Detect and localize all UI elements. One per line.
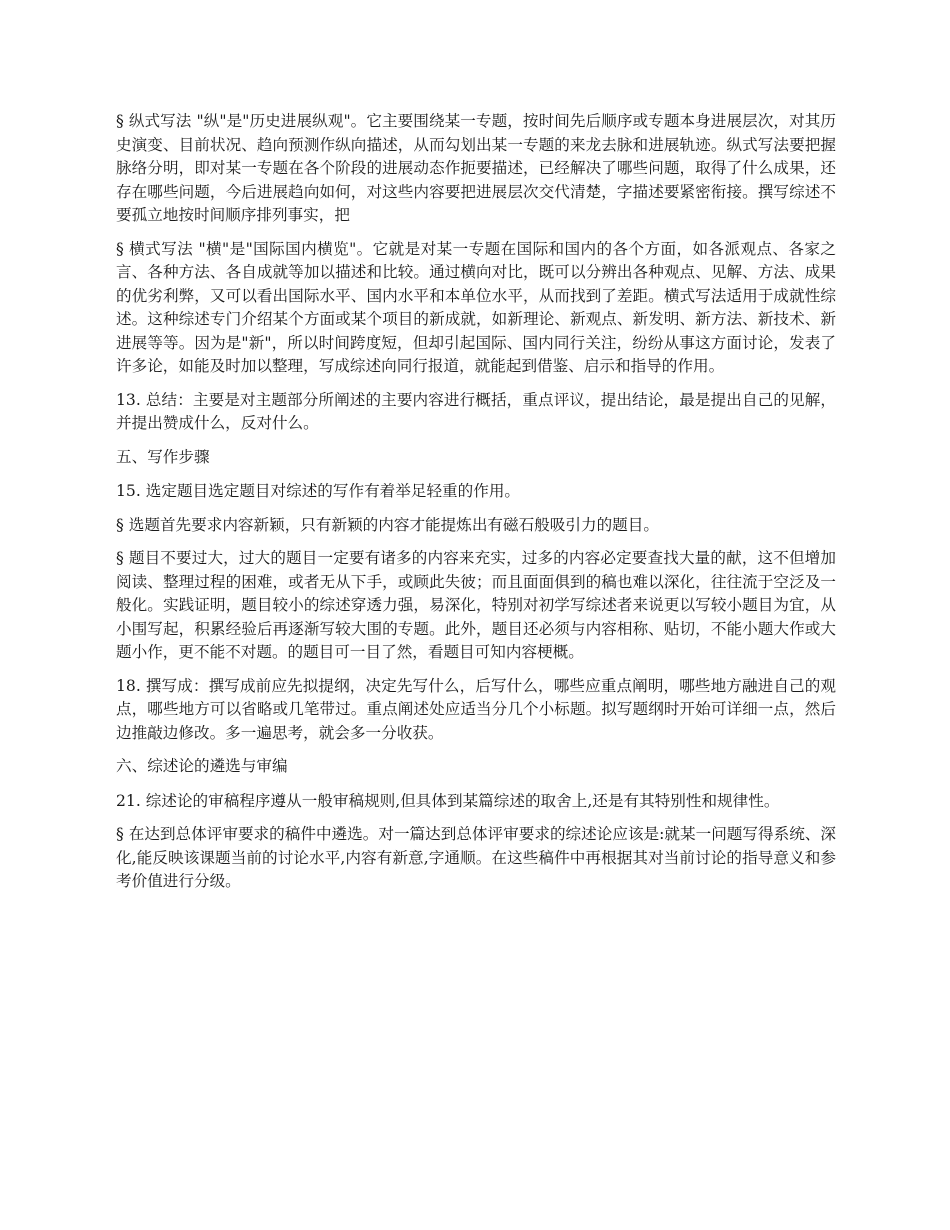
document-page <box>116 110 836 904</box>
section-heading-writing-steps: 五、写作步骤 <box>116 447 210 466</box>
section-heading-selection-review: 六、综述论的遴选与审编 <box>116 757 288 775</box>
paragraph-choose-topic: 15. 选定题目选定题目对综述的写作有着举足轻重的作用。 <box>116 482 521 500</box>
paragraph-topic-size: § 题目不要过大，过大的题目一定要有诸多的内容来充实，过多的内容必定要查找大量的献，这不但增加阅读、整理过程的困难，或者无从下手，或顾此失彼；而且面面俱到的稿也难以深化，往往流于空泛及一般化。实践证明，题目较小的综述穿透力强，易深化，特别对初学写综述者来说更以写较小题目为宜，从小围写起，积累经验后再逐渐写较大围的专题。此外，题目还必须与内容相称、贴切，不能小题大作或大题小作，更不能不对题。的题目可一目了然，看题目可知内容梗概。 <box>116 549 836 661</box>
paragraph-topic-novelty: § 选题首先要求内容新颖，只有新颖的内容才能提炼出有磁石般吸引力的题目。 <box>116 515 659 534</box>
paragraph-vertical-writing: § 纵式写法 "纵"是"历史进展纵观"。它主要围绕某一专题，按时间先后顺序或专题本身进展层次，对其历史演变、目前状况、趋向预测作纵向描述，从而勾划出某一专题的来龙去脉和进展轨迹。纵式写法要把握脉络分明，即对某一专题在各个阶段的进展动态作扼要描述，已经解决了哪些问题，取得了什么成果，还存在哪些问题，今后进展趋向如何，对这些内容要把进展层次交代清楚，字描述要紧密衔接。撰写综述不要孤立地按时间顺序排列事实，把 <box>116 112 836 224</box>
paragraph-horizontal-writing: § 横式写法 "横"是"国际国内横览"。它就是对某一专题在国际和国内的各个方面，如各派观点、各家之言、各种方法、各自成就等加以描述和比较。通过横向对比，既可以分辨出各种观点、见解、方法、成果的优劣利弊，又可以看出国际水平、国内水平和本单位水平，从而找到了差距。横式写法适用于成就性综述。这种综述专门介绍某个方面或某个项目的新成就，如新理论、新观点、新发明、新方法、新技术、新进展等等。因为是"新"，所以时间跨度短，但却引起国际、国内同行关注，纷纷从事这方面讨论，发表了许多论，如能及时加以整理，写成综述向同行报道，就能起到借鉴、启示和指导的作用。 <box>116 239 836 375</box>
paragraph-review-procedure: 21. 综述论的审稿程序遵从一般审稿规则,但具体到某篇综述的取舍上,还是有其特别性和规律性。 <box>116 791 780 810</box>
paragraph-selection-criteria: § 在达到总体评审要求的稿件中遴选。对一篇达到总体评审要求的综述论应该是:就某一问题写得系统、深化,能反映该课题当前的讨论水平,内容有新意,字通顺。在这些稿件中再根据其对当前讨论的指导意义和参考价值进行分级。 <box>116 825 836 890</box>
paragraph-drafting: 18. 撰写成：撰写成前应先拟提纲，决定先写什么，后写什么，哪些应重点阐明，哪些地方融进自己的观点，哪些地方可以省略或几笔带过。重点阐述处应适当分几个小标题。拟写题纲时开始可详细一点，然后边推敲边修改。多一遍思考，就会多一分收获。 <box>116 676 836 742</box>
paragraph-summary: 13. 总结：主要是对主题部分所阐述的主要内容进行概括，重点评议，提出结论，最是提出自己的见解，并提出赞成什么，反对什么。 <box>116 390 836 432</box>
